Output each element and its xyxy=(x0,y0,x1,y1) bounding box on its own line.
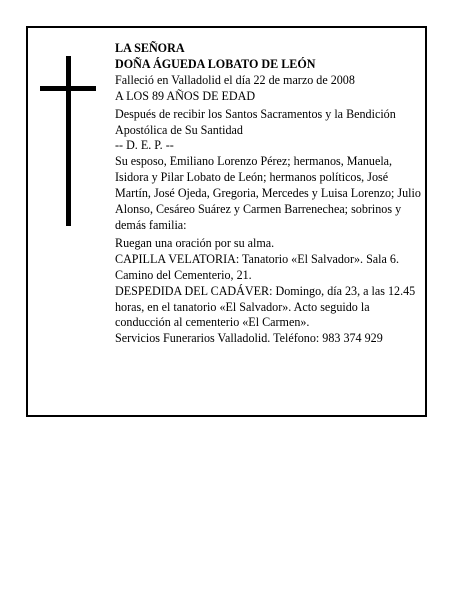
cross-icon xyxy=(40,56,96,226)
services-line: Servicios Funerarios Valladolid. Teléfono: 983 374 929 xyxy=(115,331,383,346)
farewell-paragraph: DESPEDIDA DEL CADÁVER: Domingo, día 23, a las 12.45 horas, en el tanatorio «El Salvador». Acto seguido la conducción al cementerio «El Carmen». xyxy=(115,283,416,330)
death-line: Falleció en Valladolid el día 22 de marzo de 2008 xyxy=(115,72,355,87)
notice-title: LA SEÑORA xyxy=(115,41,185,55)
sacraments-line: Después de recibir los Santos Sacramentos y la Bendición Apostólica de Su Santidad xyxy=(115,106,396,137)
rip-line: -- D. E. P. -- xyxy=(115,138,174,153)
chapel-paragraph: CAPILLA VELATORIA: Tanatorio «El Salvador». Sala 6. Camino del Cementerio, 21. xyxy=(115,251,400,282)
cross-horizontal-bar xyxy=(40,86,96,91)
age-line: A LOS 89 AÑOS DE EDAD xyxy=(115,88,256,103)
deceased-name: DOÑA ÁGUEDA LOBATO DE LEÓN xyxy=(115,56,316,71)
cross-vertical-bar xyxy=(66,56,71,226)
obituary-notice xyxy=(26,26,427,417)
family-paragraph: Su esposo, Emiliano Lorenzo Pérez; hermanos, Manuela, Isidora y Pilar Lobato de León; hermanos políticos, José Martín, José Ojeda, Gregoria, Mercedes y Luisa Lorenzo; Julio Alonso, Cesáreo Suárez y Carmen Barrenechea; sobrinos y demás familia: xyxy=(115,154,421,232)
prayer-line: Ruegan una oración por su alma. xyxy=(115,235,275,250)
notice-text xyxy=(115,41,423,347)
